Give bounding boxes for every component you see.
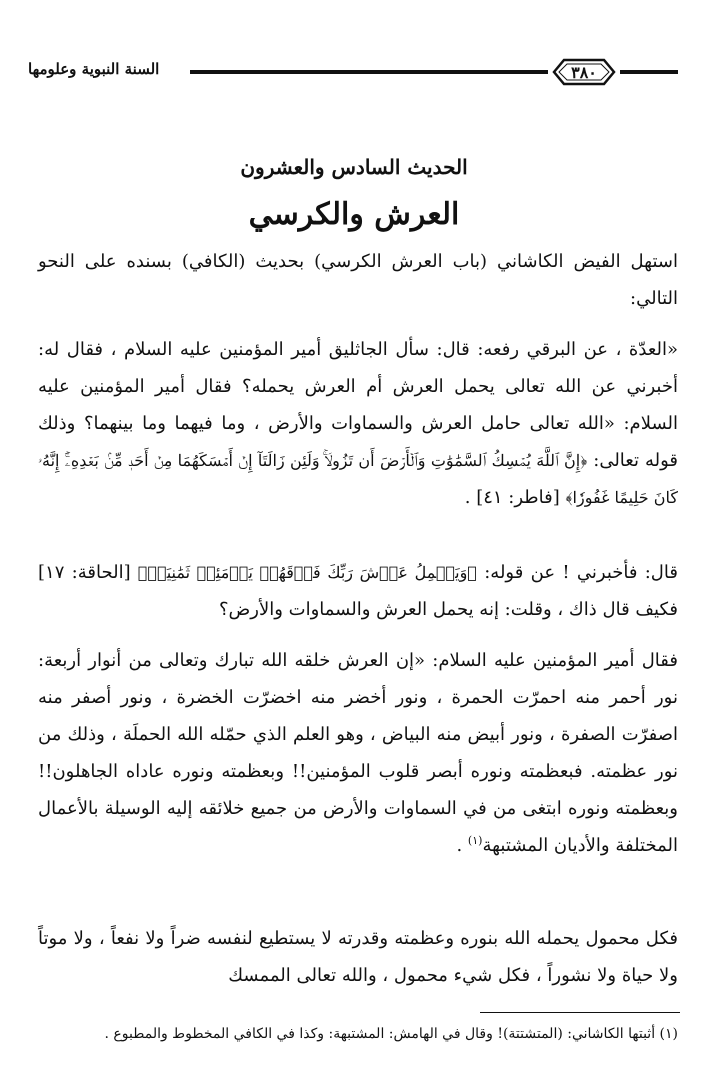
- page-header: [0, 0, 708, 105]
- verse-citation-haqqa: [الحاقة: ١٧]: [38, 562, 131, 583]
- paragraph-intro: استهل الفيض الكاشاني (باب العرش الكرسي) بحديث (الكافي) بسنده على النحو التالي:: [38, 251, 678, 309]
- footnote: (١) أثبتها الكاشاني: (المتشتتة)! وقال في الهامش: المشتبهة: وكذا في الكافي المخطوط والمطبوع .: [104, 1026, 678, 1042]
- footnote-rule: [480, 1012, 680, 1013]
- footnote-marker: (١): [467, 834, 483, 847]
- page-number: ٣٨٠: [571, 62, 597, 82]
- hadith-text: «العدّة ، عن البرقي رفعه: قال: سأل الجاثليق أمير المؤمنين عليه السلام ، فقال له: أخبرني عن الله تعالى يحمل العرش أم العرش يحمله؟ فقال أمير المؤمنين عليه السلام: «الله تعالى حامل العرش والسماوات والأرض ، وما فيهما وما بينهما؟ وذلك قوله تعالى:: [38, 339, 678, 471]
- verse-citation-fatir: [فاطر: ٤١] .: [464, 487, 560, 508]
- quran-verse-fatir: ﴿إِنَّ ٱللَّهَ يُمۡسِكُ ٱلسَّمَٰوَٰتِ وَٱلۡأَرۡضَ أَن تَزُولَاۚ وَلَئِن زَالَتَآ إِنۡ أَمۡسَكَهُمَا مِنۡ أَحَدٖ مِّنۢ بَعۡدِهِۦٓۚ إِنَّهُۥ كَانَ حَلِيمًا غَفُورٗا﴾: [38, 451, 678, 507]
- answer-text: فقال أمير المؤمنين عليه السلام: «إن العرش خلقه الله تبارك وتعالى من أنوار أربعة: نور أحمر منه احمرّت الحمرة ، ونور أخضر منه اخضرّت الخضرة ، ونور أصفر منه اصفرّت الصفرة ، ونور أبيض منه البياض ، وهو العلم الذي حمّله الله الحملَة ، وذلك من نور عظمته. فبعظمته ونوره أبصر قلوب المؤمنين!! وبعظمته ونوره عاداه الجاهلون!! وبعظمته ونوره ابتغى من في السماوات والأرض من جميع خلائقه إليه الوسيلة بالأعمال المختلفة والأديان المشتبهة: [38, 650, 678, 856]
- running-title: السنة النبوية وعلومها: [28, 60, 160, 78]
- answer-end: .: [456, 835, 468, 856]
- header-rule-left: [190, 70, 548, 74]
- quran-verse-haqqa: ﴿وَيَحۡمِلُ عَرۡشَ رَبِّكَ فَوۡقَهُمۡ يَوۡمَئِذٖ ثَمَٰنِيَةٞ﴾: [137, 563, 477, 582]
- chapter-heading: الحديث السادس والعشرون: [240, 155, 468, 179]
- question-text-end: فكيف قال ذاك ، وقلت: إنه يحمل العرش والسماوات والأرض؟: [218, 599, 678, 620]
- page-number-frame: [548, 58, 620, 86]
- section-title: العرش والكرسي: [248, 197, 460, 232]
- paragraph-answer: [38, 642, 678, 864]
- question-text: قال: فأخبرني ! عن قوله:: [484, 562, 678, 583]
- paragraph-question: [38, 554, 678, 628]
- header-rule-right: [620, 70, 678, 74]
- paragraph-conclusion: فكل محمول يحمله الله بنوره وعظمته وقدرته لا يستطيع لنفسه ضراً ولا نفعاً ، ولا موتاً ولا حياة ولا نشوراً ، فكل شيء محمول ، والله تعالى الممسك: [38, 928, 678, 986]
- paragraph-hadith: [38, 331, 678, 516]
